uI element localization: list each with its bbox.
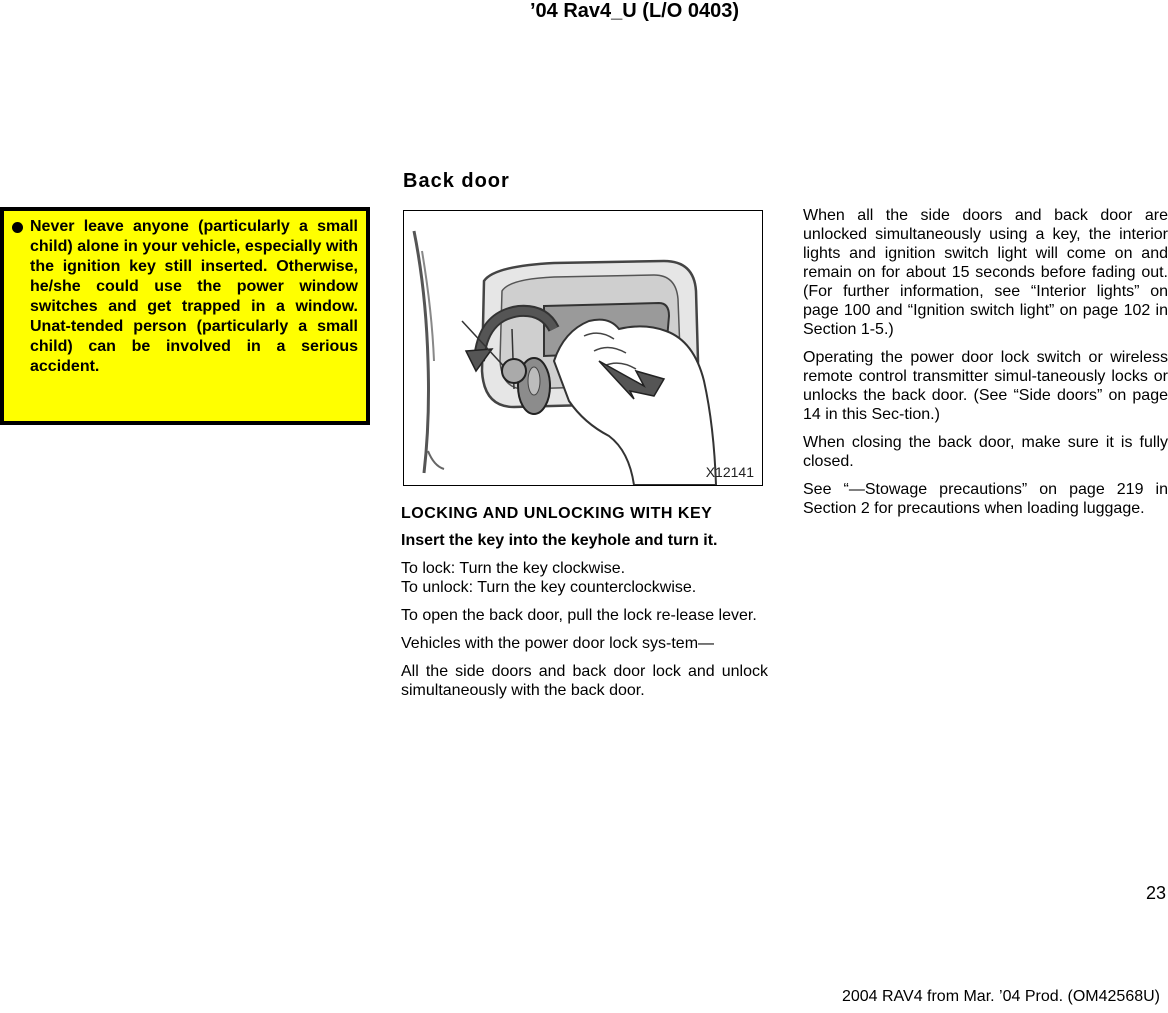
- open-text: To open the back door, pull the lock re-lease lever.: [401, 607, 757, 624]
- instruction-text: Insert the key into the keyhole and turn it.: [401, 532, 718, 549]
- simultaneous-text: All the side doors and back door lock and unlock simultaneously with the back door.: [401, 663, 768, 699]
- right-column: [803, 206, 1168, 527]
- power-lock-text: Vehicles with the power door lock sys-tem—: [401, 635, 715, 652]
- paragraph-closing: When closing the back door, make sure it is fully closed.: [803, 434, 1168, 470]
- page-number: 23: [1145, 883, 1166, 903]
- paragraph-power-lock: Operating the power door lock switch or wireless remote control transmitter simul-taneously locks or unlocks the back door. (See “Side doors” on page 14 in this Sec-tion.): [803, 349, 1168, 423]
- document-footer: 2004 RAV4 from Mar. ’04 Prod. (OM42568U): [841, 988, 1160, 1005]
- bullet-icon: [12, 222, 23, 233]
- paragraph-stowage: See “—Stowage precautions” on page 219 in Section 2 for precautions when loading luggage.: [803, 481, 1168, 517]
- middle-column: [401, 504, 768, 709]
- warning-text: Never leave anyone (particularly a small child) alone in your vehicle, especially with the ignition key still inserted. Otherwise, he/she could use the power window switches and get trapped in a window. Unat-tended person (particularly a small child) can be involved in a serious accident.: [30, 218, 358, 375]
- warning-box: [0, 207, 370, 425]
- subheading: LOCKING AND UNLOCKING WITH KEY: [401, 505, 713, 522]
- section-title: Back door: [403, 170, 510, 192]
- lock-text: To lock: Turn the key clockwise.: [401, 560, 626, 577]
- unlock-text: To unlock: Turn the key counterclockwise.: [401, 579, 697, 596]
- paragraph-interior-lights: When all the side doors and back door are unlocked simultaneously using a key, the interior lights and ignition switch light will come on and remain on for about 15 seconds before fading out. (For further information, see “Interior lights” on page 100 and “Ignition switch light” on page 102 in Section 1-5.): [803, 207, 1168, 338]
- key-in-lock-drawing: [404, 211, 762, 485]
- figure-label: X12141: [705, 464, 754, 480]
- back-door-key-illustration: [403, 210, 763, 486]
- warning-text-block: [12, 217, 358, 377]
- document-header: ’04 Rav4_U (L/O 0403): [530, 0, 739, 22]
